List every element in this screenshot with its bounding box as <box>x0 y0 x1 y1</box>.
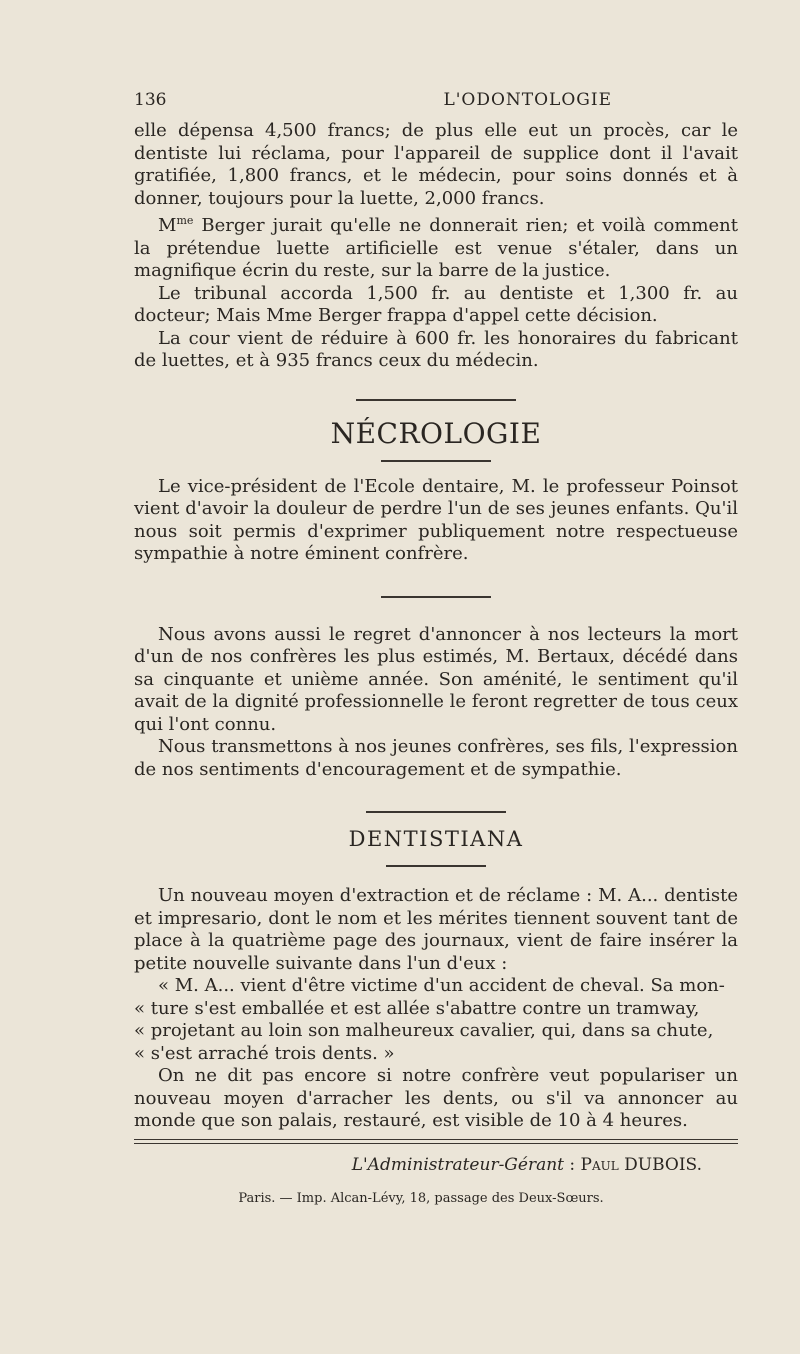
dentistiana-section <box>134 827 738 1133</box>
running-title: L'ODONTOLOGIE <box>443 90 612 110</box>
quote-line-3: « projetant au loin son malheureux cavalier, qui, dans sa chute, <box>134 1020 714 1041</box>
page-number: 136 <box>134 90 167 110</box>
intro-paragraph-1: elle dépensa 4,500 francs; de plus elle eut un procès, car le dentiste lui réclama, pour l'appareil de supplice dont il l'avait gratifiée, 1,800 francs, et le médecin, pour soins donnés et à donner, toujours pour la luette, 2,000 francs. <box>134 120 738 209</box>
section-divider <box>356 399 516 401</box>
intro-paragraph-2 <box>134 210 738 283</box>
signature-separator: : <box>564 1154 581 1175</box>
signature-label: L'Administrateur-Gérant <box>351 1154 564 1175</box>
intro-paragraph-3: Le tribunal accorda 1,500 fr. au dentiste et 1,300 fr. au docteur; Mais Mme Berger frappa d'appel cette décision. <box>134 282 738 326</box>
dentistiana-paragraph-1: Un nouveau moyen d'extraction et de réclame : M. A... dentiste et impresario, dont le nom et les mérites tiennent souvent tant de place à la quatrième page des journaux, vient de faire insérer la petite nouvelle suivante dans l'un d'eux : <box>134 885 738 974</box>
intro-p2-prefix: M <box>158 215 177 236</box>
section-divider <box>366 811 506 813</box>
intro-p2-sup: me <box>176 214 194 227</box>
signature-first-name: Paul <box>580 1154 619 1175</box>
necrologie-paragraph-2: Nous avons aussi le regret d'annoncer à nos lecteurs la mort d'un de nos confrères les plus estimés, M. Bertaux, décédé dans sa cinquante et unième année. Son aménité, le sentiment qu'il avait de la dignité professionnelle le feront regretter de tous ceux qui l'ont connu. <box>134 623 738 735</box>
necrologie-section <box>134 417 738 782</box>
quote-line-4: « s'est arraché trois dents. » <box>134 1042 395 1064</box>
imprint-line: Paris. — Imp. Alcan-Lévy, 18, passage des Deux-Sœurs. <box>238 1190 604 1206</box>
page-header <box>134 90 738 120</box>
paragraph-divider <box>381 596 491 598</box>
signature-last-name: DUBOIS. <box>618 1154 702 1175</box>
heading-underline <box>381 460 491 462</box>
necrologie-heading: NÉCROLOGIE <box>330 416 542 450</box>
quote-line-2: « ture s'est emballée et est allée s'abattre contre un tramway, <box>134 997 700 1019</box>
heading-underline <box>386 865 486 867</box>
necrologie-paragraph-3: Nous transmettons à nos jeunes confrères, ses fils, l'expression de nos sentiments d'encouragement et de sympathie. <box>134 736 738 780</box>
footer-double-rule <box>134 1139 738 1145</box>
intro-paragraph-4: La cour vient de réduire à 600 fr. les honoraires du fabricant de luettes, et à 935 francs ceux du médecin. <box>134 327 738 371</box>
quote-line-1: « M. A... vient d'être victime d'un accident de cheval. Sa mon- <box>158 975 725 996</box>
dentistiana-heading: DENTISTIANA <box>348 827 524 851</box>
necrologie-paragraph-1: Le vice-président de l'Ecole dentaire, M. le professeur Poinsot vient d'avoir la douleur de perdre l'un de ses jeunes enfants. Qu'il nous soit permis d'exprimer publiquement notre respectueuse sympathie à notre éminent confrère. <box>134 475 738 564</box>
intro-section <box>134 120 738 373</box>
dentistiana-paragraph-2: On ne dit pas encore si notre confrère veut populariser un nouveau moyen d'arracher les dents, ou s'il va annoncer au monde que son palais, restauré, est visible de 10 à 4 heures. <box>134 1065 738 1131</box>
signature <box>134 1155 738 1175</box>
intro-p2-rest: Berger jurait qu'elle ne donnerait rien; et voilà comment la prétendue luette artificielle est venue s'étaler, dans un magnifique écrin du reste, sur la barre de la justice. <box>134 215 738 281</box>
